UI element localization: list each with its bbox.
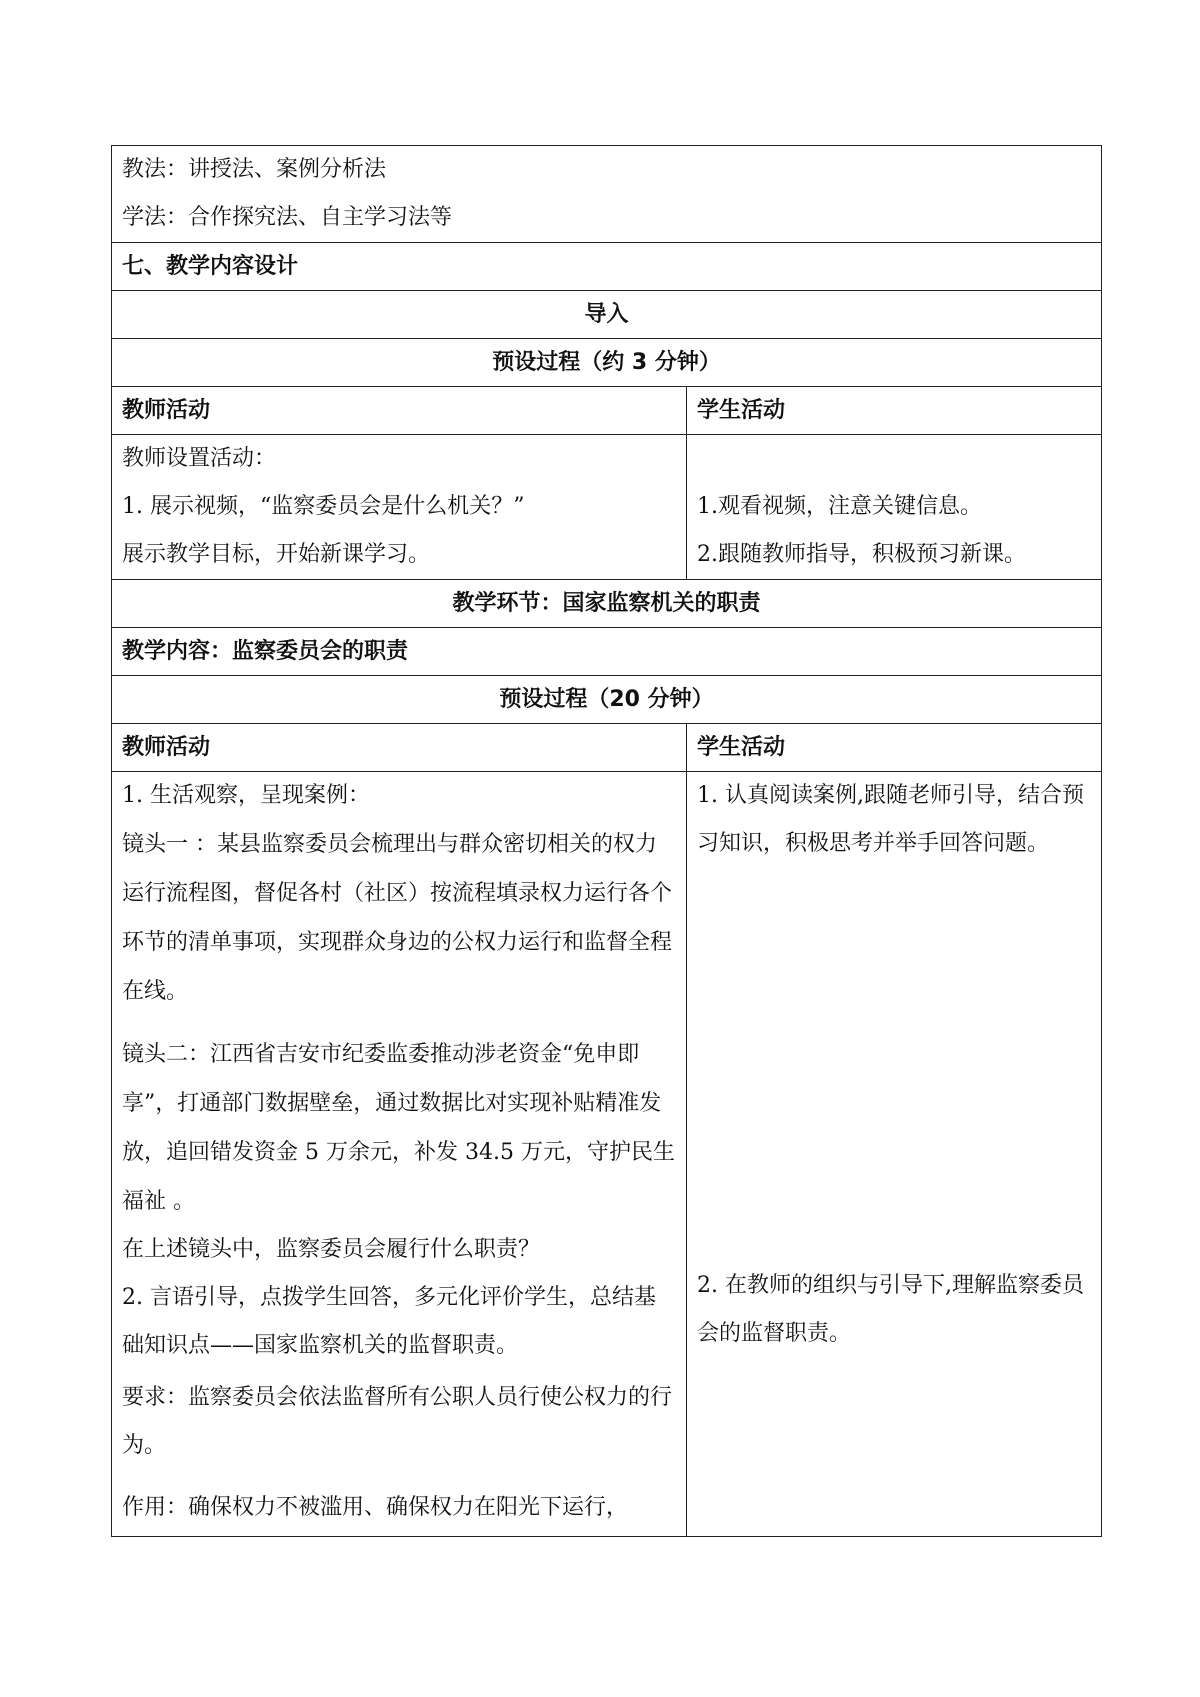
methods-row [112,146,1102,243]
segment-header-row [112,724,1102,772]
section-title-row [112,243,1102,291]
segment-content-row [112,628,1102,676]
intro-activity-row [112,435,1102,580]
intro-teacher-line: 1. 展示视频，“监察委员会是什么机关？” [122,494,525,519]
intro-student-header: 学生活动 [687,387,1102,435]
student-step-2: 2. 在教师的组织与引导下,理解监察委员会的监督职责。 [697,1273,1084,1346]
segment-title: 教学环节：国家监察机关的职责 [112,580,1102,628]
teaching-method: 教法：讲授法、案例分析法 [122,157,387,182]
lesson-plan-table [111,145,1101,1537]
student-step-1: 1. 认真阅读案例,跟随老师引导，结合预习知识，积极思考并举手回答问题。 [697,783,1084,856]
intro-teacher-line: 教师设置活动： [122,446,277,471]
section-title: 七、教学内容设计 [112,243,1102,291]
intro-title: 导入 [112,291,1102,339]
segment-student-cell [687,772,1102,1537]
segment-process-row [112,676,1102,724]
teacher-step-2: 2. 言语引导，点拨学生回答，多元化评价学生，总结基础知识点——国家监察机关的监督职责。 [122,1285,656,1358]
scene-two: 镜头二：江西省吉安市纪委监委推动涉老资金“免申即享”，打通部门数据壁垒，通过数据比对实现补贴精准发放，追回错发资金 5 万余元，补发 34.5 万元，守护民生福祉 。 [122,1042,675,1214]
teacher-requirement: 要求：监察委员会依法监督所有公职人员行使公权力的行为。 [122,1385,673,1458]
intro-header-row [112,387,1102,435]
teacher-effect: 作用：确保权力不被滥用、确保权力在阳光下运行， [122,1495,629,1520]
intro-student-line: 2.跟随教师指导，积极预习新课。 [697,542,1026,567]
intro-teacher-header: 教师活动 [112,387,687,435]
intro-process: 预设过程（约 3 分钟） [112,339,1102,387]
segment-title-row [112,580,1102,628]
intro-process-row [112,339,1102,387]
intro-title-row [112,291,1102,339]
intro-student-line: 1.观看视频，注意关键信息。 [697,494,982,519]
intro-student-cell [687,435,1102,580]
intro-teacher-line: 展示教学目标，开始新课学习。 [122,542,431,567]
teacher-question: 在上述镜头中，监察委员会履行什么职责？ [122,1237,541,1262]
intro-teacher-cell [112,435,687,580]
scene-one: 镜头一 ：某县监察委员会梳理出与群众密切相关的权力运行流程图，督促各村（社区）按流程填录权力运行各个环节的清单事项，实现群众身边的公权力运行和监督全程在线。 [122,832,673,1004]
segment-content: 教学内容：监察委员会的职责 [112,628,1102,676]
segment-teacher-header: 教师活动 [112,724,687,772]
learning-method: 学法：合作探究法、自主学习法等 [122,205,453,230]
segment-teacher-cell [112,772,687,1537]
teacher-step-1: 1. 生活观察，呈现案例： [122,783,370,808]
segment-student-header: 学生活动 [687,724,1102,772]
segment-activity-row [112,772,1102,1537]
segment-process: 预设过程（20 分钟） [112,676,1102,724]
